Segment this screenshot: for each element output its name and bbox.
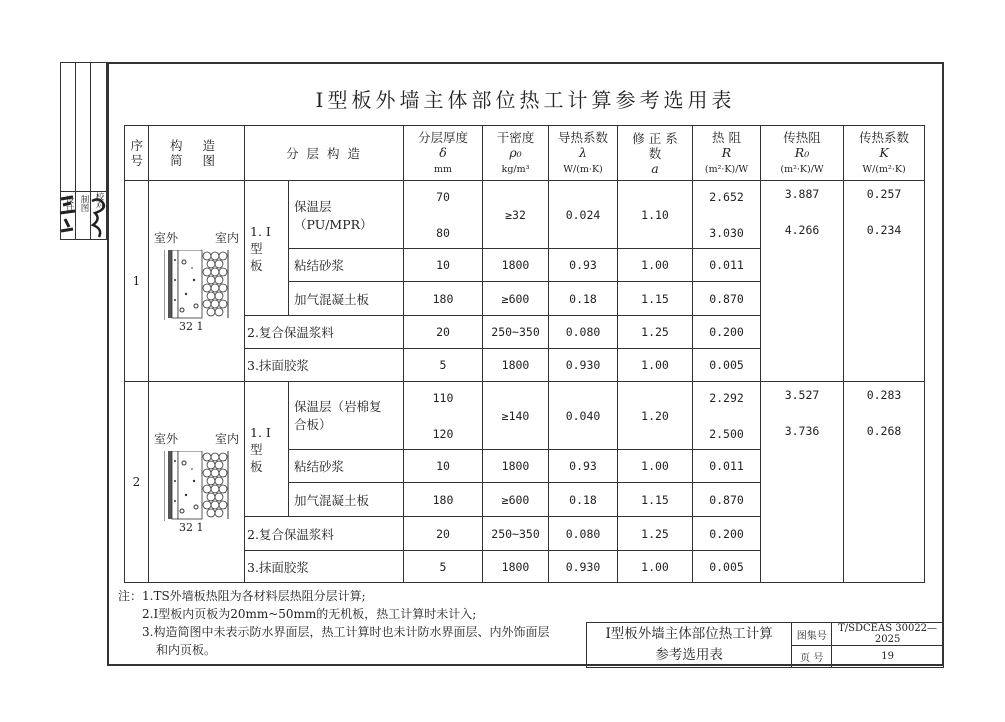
construction-diagram bbox=[149, 382, 245, 583]
header-thickness: 分层厚度 δ mm bbox=[404, 126, 483, 181]
density-cell: 250~350 bbox=[483, 316, 549, 349]
resistance-cell: 2.652 3.030 bbox=[693, 181, 761, 249]
conductivity-cell: 0.080 bbox=[549, 517, 618, 551]
label-outside: 室外 bbox=[154, 231, 179, 245]
correction-cell: 1.00 bbox=[618, 551, 693, 583]
density-cell: ≥140 bbox=[483, 382, 549, 450]
side-label-column-a bbox=[63, 195, 75, 212]
correction-cell: 1.00 bbox=[618, 349, 693, 382]
header-layer: 分 层 构 造 bbox=[245, 126, 404, 181]
resistance-cell: 0.200 bbox=[693, 316, 761, 349]
note-line: 3.构造简图中未表示防水界面层，热工计算时也未计防水界面层、内外饰面层 bbox=[142, 625, 550, 639]
layer-name: 加气混凝土板 bbox=[289, 282, 404, 316]
construction-diagram bbox=[149, 181, 245, 382]
conductivity-cell: 0.040 bbox=[549, 382, 618, 450]
label-inside: 室内 bbox=[214, 231, 239, 245]
thickness-cell: 20 bbox=[404, 316, 483, 349]
diagram-layer-numbers: 32 1 bbox=[179, 521, 204, 534]
conductivity-cell: 0.080 bbox=[549, 316, 618, 349]
conductivity-cell: 0.18 bbox=[549, 483, 618, 517]
thickness-cell: 110 120 bbox=[404, 382, 483, 450]
resistance-cell: 0.870 bbox=[693, 282, 761, 316]
header-row bbox=[125, 126, 925, 181]
correction-cell: 1.00 bbox=[618, 249, 693, 282]
resistance-cell: 0.870 bbox=[693, 483, 761, 517]
conductivity-cell: 0.024 bbox=[549, 181, 618, 249]
total-resistance-cell: 3.527 3.736 bbox=[761, 382, 844, 583]
density-cell: ≥600 bbox=[483, 282, 549, 316]
thickness-cell: 10 bbox=[404, 249, 483, 282]
correction-cell: 1.25 bbox=[618, 517, 693, 551]
density-cell: 250~350 bbox=[483, 517, 549, 551]
layer-name: 加气混凝土板 bbox=[289, 483, 404, 517]
density-cell: ≥600 bbox=[483, 483, 549, 517]
density-cell: 1800 bbox=[483, 450, 549, 483]
title-block-title: I型板外墙主体部位热工计算 参考选用表 bbox=[587, 623, 792, 668]
correction-cell: 1.25 bbox=[618, 316, 693, 349]
density-cell: ≥32 bbox=[483, 181, 549, 249]
header-correction: 修 正 系 数 a bbox=[618, 126, 693, 181]
table-row bbox=[125, 382, 925, 450]
wall-section-icon bbox=[164, 250, 230, 320]
layer-name: 保温层（PU/MPR） bbox=[289, 181, 404, 249]
resistance-cell: 0.200 bbox=[693, 517, 761, 551]
layer-name: 3.抹面胶浆 bbox=[245, 349, 404, 382]
thickness-cell: 180 bbox=[404, 282, 483, 316]
coefficient-cell: 0.257 0.234 bbox=[844, 181, 925, 382]
header-seq: 序号 bbox=[125, 126, 149, 181]
note-line: 和内页板。 bbox=[156, 643, 217, 657]
note-line: 2.I型板内页板为20mm~50mm的无机板，热工计算时未计入; bbox=[142, 607, 477, 621]
layer-name: 粘结砂浆 bbox=[289, 249, 404, 282]
atlas-value: T/SDCEAS 30022—2025 bbox=[832, 623, 944, 646]
table-row bbox=[125, 181, 925, 249]
conductivity-cell: 0.93 bbox=[549, 450, 618, 483]
page-value: 19 bbox=[832, 646, 944, 668]
header-diagram: 构 造 简 图 bbox=[149, 126, 245, 181]
density-cell: 1800 bbox=[483, 551, 549, 583]
correction-cell: 1.15 bbox=[618, 483, 693, 517]
note-line: 注：1.TS外墙板热阻为各材料层热阻分层计算; bbox=[118, 589, 366, 603]
side-label-check: 校对 bbox=[94, 192, 104, 209]
layer-name: 2.复合保温浆料 bbox=[245, 517, 404, 551]
atlas-label: 图集号 bbox=[792, 623, 832, 646]
notes-block bbox=[118, 587, 549, 659]
panel-label: 1. I型板 bbox=[245, 382, 289, 517]
header-total-resistance: 传热阻 R₀ (m²·K)/W bbox=[761, 126, 844, 181]
density-cell: 1800 bbox=[483, 349, 549, 382]
wall-section-icon bbox=[164, 451, 230, 521]
label-inside: 室内 bbox=[214, 432, 239, 446]
correction-cell: 1.15 bbox=[618, 282, 693, 316]
conductivity-cell: 0.930 bbox=[549, 349, 618, 382]
title-block bbox=[586, 622, 944, 668]
conductivity-cell: 0.93 bbox=[549, 249, 618, 282]
header-coefficient: 传热系数 K W/(m²·K) bbox=[844, 126, 925, 181]
correction-cell: 1.20 bbox=[618, 382, 693, 450]
side-label-column-b bbox=[78, 195, 90, 212]
label-outside: 室外 bbox=[154, 432, 179, 446]
side-label-draw: 制图 bbox=[79, 195, 89, 212]
seq-cell: 1 bbox=[125, 181, 149, 382]
density-cell: 1800 bbox=[483, 249, 549, 282]
total-resistance-cell: 3.887 4.266 bbox=[761, 181, 844, 382]
layer-name: 2.复合保温浆料 bbox=[245, 316, 404, 349]
panel-label: 1. I型板 bbox=[245, 181, 289, 316]
layer-name: 3.抹面胶浆 bbox=[245, 551, 404, 583]
resistance-cell: 2.292 2.500 bbox=[693, 382, 761, 450]
resistance-cell: 0.011 bbox=[693, 450, 761, 483]
page-title: I型板外墙主体部位热工计算参考选用表 bbox=[315, 88, 736, 112]
resistance-cell: 0.011 bbox=[693, 249, 761, 282]
resistance-cell: 0.005 bbox=[693, 551, 761, 583]
thickness-cell: 20 bbox=[404, 517, 483, 551]
seq-cell: 2 bbox=[125, 382, 149, 583]
thickness-cell: 180 bbox=[404, 483, 483, 517]
conductivity-cell: 0.930 bbox=[549, 551, 618, 583]
diagram-layer-numbers: 32 1 bbox=[179, 320, 204, 333]
header-resistance: 热 阻 R (m²·K)/W bbox=[693, 126, 761, 181]
header-conductivity: 导热系数 λ W/(m·K) bbox=[549, 126, 618, 181]
side-label-design: 设计 bbox=[64, 195, 74, 212]
layer-name: 保温层（岩棉复合板） bbox=[289, 382, 404, 450]
coefficient-cell: 0.283 0.268 bbox=[844, 382, 925, 583]
thickness-cell: 5 bbox=[404, 349, 483, 382]
thermal-table bbox=[124, 125, 925, 583]
signature-panel bbox=[60, 62, 107, 240]
page-label: 页 号 bbox=[792, 646, 832, 668]
thickness-cell: 70 80 bbox=[404, 181, 483, 249]
thickness-cell: 5 bbox=[404, 551, 483, 583]
correction-cell: 1.00 bbox=[618, 450, 693, 483]
resistance-cell: 0.005 bbox=[693, 349, 761, 382]
correction-cell: 1.10 bbox=[618, 181, 693, 249]
conductivity-cell: 0.18 bbox=[549, 282, 618, 316]
thickness-cell: 10 bbox=[404, 450, 483, 483]
header-density: 干密度 ρ₀ kg/m³ bbox=[483, 126, 549, 181]
side-label-group bbox=[91, 192, 103, 209]
layer-name: 粘结砂浆 bbox=[289, 450, 404, 483]
